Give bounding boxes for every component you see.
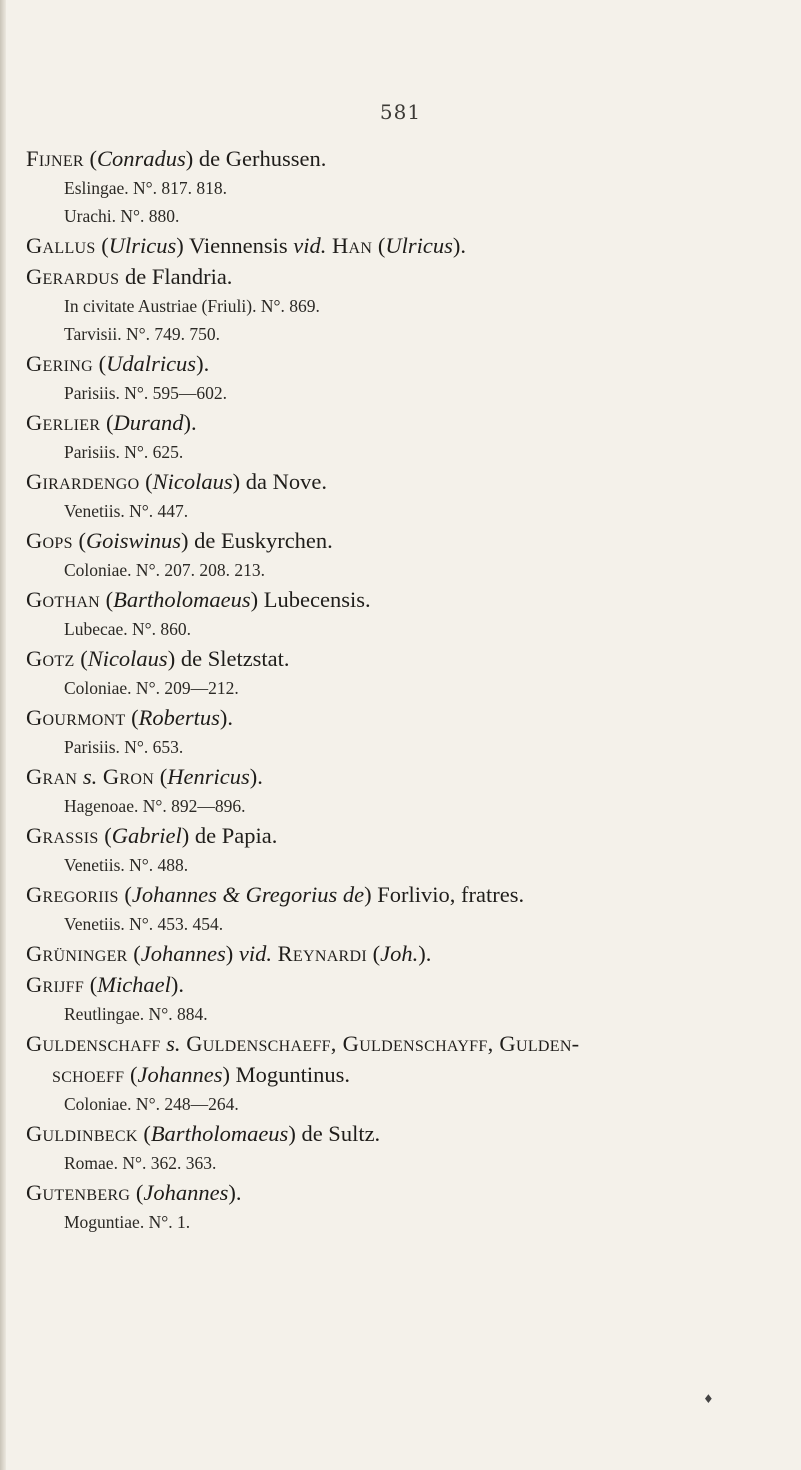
- given-name: Johannes: [143, 1180, 229, 1205]
- printer-name: Grijff: [26, 972, 85, 997]
- given-name: Michael: [97, 972, 171, 997]
- index-entry: [26, 261, 796, 348]
- entry-heading: Gotz (Nicolaus) de Sletzstat.: [26, 646, 290, 671]
- cross-reference-marker: vid.: [293, 233, 327, 258]
- printer-name-variant-end: schoeff: [52, 1062, 125, 1087]
- entry-location: Coloniae. N°. 209—212.: [64, 678, 239, 698]
- entry-note: de Flandria.: [119, 264, 233, 289]
- cross-reference-name: Reynardi: [277, 941, 368, 966]
- index-entry: [26, 1177, 796, 1236]
- given-name: Conradus: [97, 146, 186, 171]
- entry-heading: [26, 261, 796, 292]
- entry-location: Lubecae. N°. 860.: [64, 619, 192, 639]
- entry-location: Moguntiae. N°. 1.: [64, 1212, 191, 1232]
- index-entry: [26, 143, 796, 230]
- printer-name: Gerardus: [26, 264, 120, 289]
- entry-note: de Gerhussen.: [193, 146, 327, 171]
- entry-location: Parisiis. N°. 625.: [64, 442, 184, 462]
- entry-location: Venetiis. N°. 453. 454.: [64, 914, 224, 934]
- entry-note: Viennensis: [183, 233, 294, 258]
- entry-heading: Fijner (Conradus) de Gerhussen.: [26, 146, 327, 171]
- entry-heading: Gourmont (Robertus).: [26, 705, 234, 730]
- entry-location: In civitate Austriae (Friuli). N°. 869.: [64, 296, 320, 316]
- entry-location: Venetiis. N°. 488.: [64, 855, 189, 875]
- entry-heading: Gutenberg (Johannes).: [26, 1180, 242, 1205]
- printer-name: Gregoriis: [26, 882, 119, 907]
- page-binding-edge: [0, 0, 6, 1470]
- given-name: Bartholomaeus: [113, 587, 251, 612]
- given-name: Gabriel: [111, 823, 182, 848]
- entry-location: Hagenoae. N°. 892—896.: [64, 796, 246, 816]
- printer-name-variants: Guldenschaeff, Guldenschayff, Gulden-: [186, 1031, 580, 1056]
- given-name: Nicolaus: [152, 469, 233, 494]
- entry-heading: Grijff (Michael).: [26, 972, 185, 997]
- entry-note: .: [235, 1180, 242, 1205]
- printer-name: Grüninger: [26, 941, 128, 966]
- printer-name: Gutenberg: [26, 1180, 131, 1205]
- entry-location: Romae. N°. 362. 363.: [64, 1153, 217, 1173]
- entry-heading: Girardengo (Nicolaus) da Nove.: [26, 469, 327, 494]
- entry-heading: Grassis (Gabriel) de Papia.: [26, 823, 278, 848]
- printer-name: Guldenschaff: [26, 1031, 161, 1056]
- entry-note: .: [257, 764, 263, 789]
- index-entry: [26, 702, 796, 761]
- given-name: Goiswinus: [85, 528, 181, 553]
- entry-note: .: [227, 705, 234, 730]
- entry-note: Lubecensis.: [258, 587, 371, 612]
- index-entries: [26, 143, 796, 1236]
- entry-note: Moguntinus.: [229, 1062, 350, 1087]
- printer-name: Gallus: [26, 233, 96, 258]
- cross-reference-marker: vid.: [238, 941, 272, 966]
- index-entry: [26, 466, 796, 525]
- entry-location: Eslingae. N°. 817. 818.: [64, 178, 228, 198]
- entry-note: .: [203, 351, 210, 376]
- entry-heading: Gerlier (Durand).: [26, 410, 197, 435]
- cross-reference-given: Ulricus: [385, 233, 453, 258]
- index-entry: [26, 879, 796, 938]
- entry-note: de Euskyrchen.: [188, 528, 333, 553]
- entry-heading: Gran s. Gron (Henricus).: [26, 764, 263, 789]
- cross-reference-marker: s.: [82, 764, 98, 789]
- ink-speck: ♦: [703, 1392, 714, 1406]
- entry-note: Forlivio, fratres.: [371, 882, 525, 907]
- printer-name: Fijner: [26, 146, 84, 171]
- entry-heading: Gops (Goiswinus) de Euskyrchen.: [26, 528, 333, 553]
- printer-name: Gotz: [26, 646, 75, 671]
- given-name: Udalricus: [106, 351, 197, 376]
- given-name: Ulricus: [108, 233, 177, 258]
- entry-location: Coloniae. N°. 207. 208. 213.: [64, 560, 265, 580]
- cross-reference-marker: s.: [166, 1031, 181, 1056]
- entry-note: .: [190, 410, 197, 435]
- index-entry: [26, 820, 796, 879]
- printer-name: Gops: [26, 528, 73, 553]
- entry-heading: [26, 1028, 796, 1059]
- page-number: 581: [379, 100, 422, 124]
- cross-reference-given: Joh.: [380, 941, 419, 966]
- given-name: Johannes: [137, 1062, 223, 1087]
- entry-note: de Papia.: [189, 823, 278, 848]
- entry-location: Reutlingae. N°. 884.: [64, 1004, 208, 1024]
- given-name: Johannes: [140, 941, 226, 966]
- given-name: Nicolaus: [87, 646, 168, 671]
- printer-name-variant: Gron: [102, 764, 155, 789]
- entry-heading: Gering (Udalricus).: [26, 351, 210, 376]
- printer-name: Gerlier: [26, 410, 101, 435]
- printer-name: Grassis: [26, 823, 99, 848]
- index-entry: [26, 407, 796, 466]
- entry-location: Urachi. N°. 880.: [64, 206, 180, 226]
- entry-note: .: [178, 972, 185, 997]
- index-entry: [26, 525, 796, 584]
- entry-location: Tarvisii. N°. 749. 750.: [64, 324, 220, 344]
- entry-location: Venetiis. N°. 447.: [64, 501, 189, 521]
- index-entry: [26, 1028, 796, 1118]
- entry-note: de Sletzstat.: [175, 646, 290, 671]
- index-entry: [26, 230, 796, 261]
- index-entry: [26, 938, 796, 969]
- printer-name: Girardengo: [26, 469, 140, 494]
- printer-name: Gourmont: [26, 705, 126, 730]
- given-name: Robertus: [138, 705, 220, 730]
- entry-location: Parisiis. N°. 653.: [64, 737, 184, 757]
- entry-location: Parisiis. N°. 595—602.: [64, 383, 228, 403]
- index-entry: [26, 643, 796, 702]
- index-entry: [26, 584, 796, 643]
- printer-name: Gran: [26, 764, 78, 789]
- entry-note: da Nove.: [240, 469, 327, 494]
- given-name: Henricus: [167, 764, 250, 789]
- given-name: Durand: [113, 410, 184, 435]
- printer-name: Guldinbeck: [26, 1121, 138, 1146]
- entry-location: Coloniae. N°. 248—264.: [64, 1094, 239, 1114]
- index-entry: [26, 348, 796, 407]
- entry-heading-continuation: schoeff (Johannes) Moguntinus.: [52, 1062, 350, 1087]
- index-entry: [26, 969, 796, 1028]
- entry-heading: Guldinbeck (Bartholomaeus) de Sultz.: [26, 1121, 381, 1146]
- given-name: Bartholomaeus: [150, 1121, 289, 1146]
- index-entry: [26, 761, 796, 820]
- entry-heading: Gallus (Ulricus) Viennensis vid. Han (Ulricus).: [26, 233, 466, 258]
- index-entry: [26, 1118, 796, 1177]
- cross-reference-name: Han: [331, 233, 373, 258]
- entry-heading: Gregoriis (Johannes & Gregorius de) Forlivio, fratres.: [26, 882, 525, 907]
- printer-name: Gering: [26, 351, 93, 376]
- given-name: Johannes & Gregorius de: [131, 882, 365, 907]
- entry-heading: Gothan (Bartholomaeus) Lubecensis.: [26, 587, 371, 612]
- entry-note: de Sultz.: [295, 1121, 381, 1146]
- printer-name: Gothan: [26, 587, 101, 612]
- entry-heading: Grüninger (Johannes) vid. Reynardi (Joh.).: [26, 941, 432, 966]
